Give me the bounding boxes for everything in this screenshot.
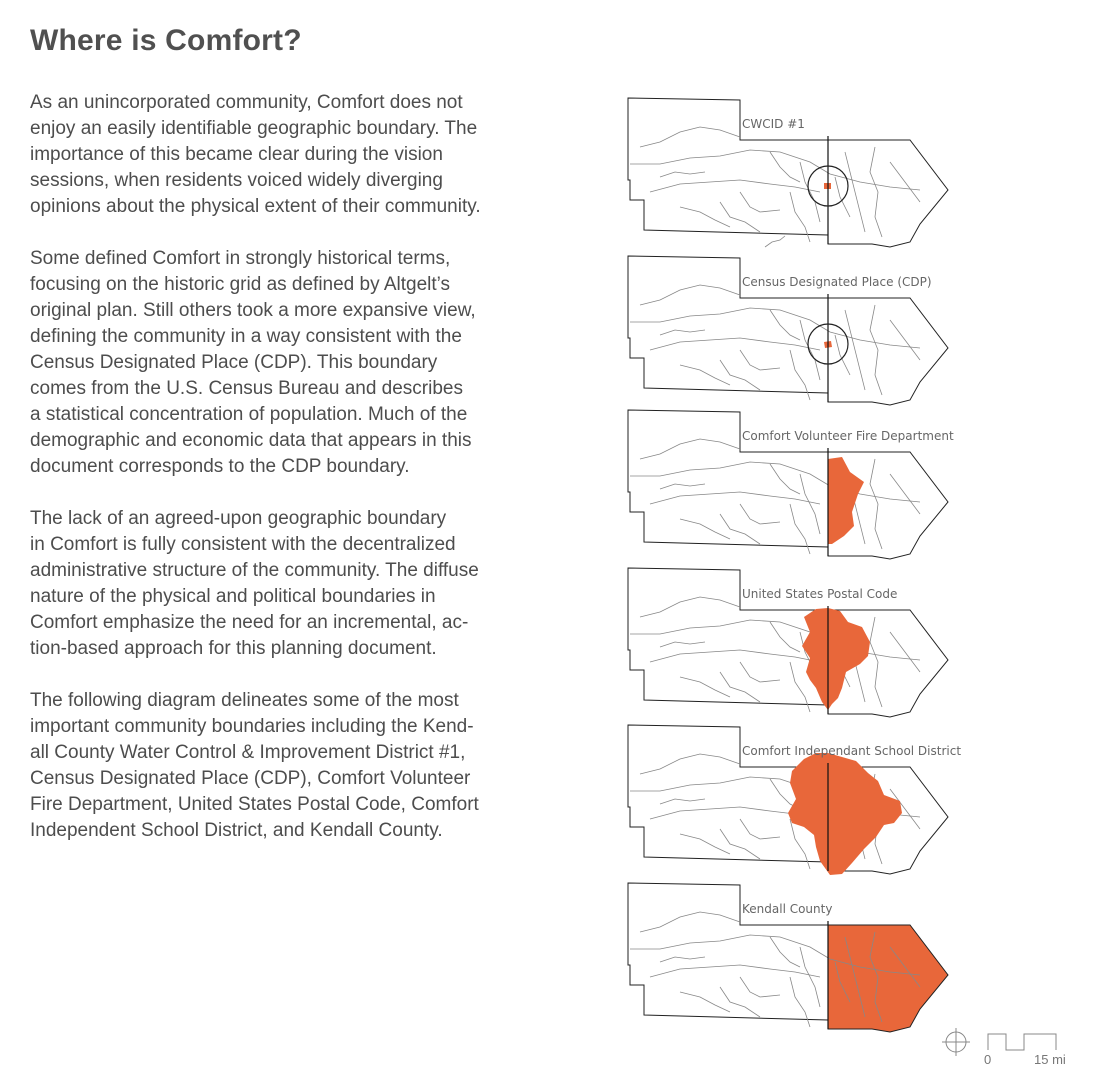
river-line bbox=[770, 622, 800, 652]
river-line bbox=[740, 662, 780, 682]
river-line bbox=[800, 162, 820, 222]
county-map bbox=[620, 877, 960, 1035]
paragraph bbox=[30, 688, 550, 844]
river-line bbox=[640, 127, 740, 147]
river-line bbox=[630, 150, 920, 190]
text-line: nature of the physical and political boundaries in bbox=[30, 586, 436, 607]
river-line bbox=[770, 152, 800, 182]
text-line: defining the community in a way consistent with the bbox=[30, 326, 462, 347]
page-title: Where is Comfort? bbox=[30, 24, 302, 57]
river-line bbox=[845, 152, 865, 232]
river-line bbox=[640, 439, 740, 459]
river-line bbox=[680, 365, 730, 385]
scale-start-label: 0 bbox=[984, 1052, 992, 1067]
river-line bbox=[650, 180, 820, 192]
paragraph bbox=[30, 90, 550, 220]
county-map bbox=[620, 92, 960, 250]
river-line bbox=[650, 492, 820, 504]
river-line bbox=[680, 992, 730, 1012]
river-line bbox=[720, 202, 760, 232]
river-line bbox=[640, 285, 740, 305]
text-line: demographic and economic data that appears in this bbox=[30, 430, 472, 451]
county-map bbox=[620, 562, 960, 720]
county-map bbox=[620, 250, 960, 408]
text-line: a statistical concentration of population. Much of the bbox=[30, 404, 468, 425]
river-line bbox=[870, 147, 882, 237]
river-line bbox=[770, 464, 800, 494]
map-panel-fire-department bbox=[620, 404, 960, 562]
river-line bbox=[680, 834, 730, 854]
scale-bar bbox=[940, 1022, 1080, 1072]
text-line: focusing on the historic grid as defined by Altgelt’s bbox=[30, 274, 451, 295]
river-line bbox=[765, 236, 785, 247]
river-line bbox=[660, 799, 705, 804]
map-label: Comfort Volunteer Fire Department bbox=[742, 429, 954, 443]
river-line bbox=[740, 350, 780, 370]
river-line bbox=[890, 320, 920, 360]
river-line bbox=[660, 484, 705, 489]
text-line: document corresponds to the CDP boundary. bbox=[30, 456, 410, 477]
text-line: original plan. Still others took a more expansive view, bbox=[30, 300, 476, 321]
body-text bbox=[30, 90, 550, 870]
map-label: Census Designated Place (CDP) bbox=[742, 275, 932, 289]
river-line bbox=[720, 987, 760, 1017]
map-label: CWCID #1 bbox=[742, 117, 805, 131]
river-line bbox=[640, 597, 740, 617]
river-line bbox=[870, 305, 882, 395]
text-line: comes from the U.S. Census Bureau and describes bbox=[30, 378, 463, 399]
river-line bbox=[680, 207, 730, 227]
text-line: administrative structure of the community. The diffuse bbox=[30, 560, 479, 581]
scale-end-label: 15 mi bbox=[1034, 1052, 1066, 1067]
paragraph bbox=[30, 506, 550, 662]
river-line bbox=[800, 474, 820, 534]
river-line bbox=[640, 912, 740, 932]
north-arrow-icon bbox=[942, 1028, 970, 1056]
map-panel-kendall-county bbox=[620, 877, 960, 1035]
river-line bbox=[660, 957, 705, 962]
map-panel-cdp bbox=[620, 250, 960, 408]
text-line: opinions about the physical extent of their community. bbox=[30, 196, 481, 217]
text-line: As an unincorporated community, Comfort does not bbox=[30, 92, 463, 113]
river-line bbox=[870, 459, 882, 549]
text-line: tion-based approach for this planning document. bbox=[30, 638, 437, 659]
highlight-area bbox=[788, 753, 902, 875]
map-label: Kendall County bbox=[742, 902, 833, 916]
text-line: Fire Department, United States Postal Code, Comfort bbox=[30, 794, 479, 815]
text-line: Some defined Comfort in strongly historical terms, bbox=[30, 248, 451, 269]
river-line bbox=[650, 338, 820, 350]
highlight-area bbox=[802, 608, 870, 710]
river-line bbox=[640, 754, 740, 774]
river-line bbox=[680, 519, 730, 539]
text-line: important community boundaries including the Kend- bbox=[30, 716, 474, 737]
river-line bbox=[650, 965, 820, 977]
county-map bbox=[620, 404, 960, 562]
paragraph bbox=[30, 246, 550, 480]
highlight-area bbox=[828, 457, 864, 544]
map-label: Comfort Independant School District bbox=[742, 744, 962, 758]
river-line bbox=[650, 650, 820, 662]
map-panel-postal-code bbox=[620, 562, 960, 720]
text-line: The lack of an agreed-upon geographic boundary bbox=[30, 508, 447, 529]
river-line bbox=[720, 672, 760, 702]
river-line bbox=[890, 474, 920, 514]
river-line bbox=[845, 310, 865, 390]
text-line: Independent School District, and Kendall County. bbox=[30, 820, 443, 841]
text-line: all County Water Control & Improvement District #1, bbox=[30, 742, 466, 763]
text-line: in Comfort is fully consistent with the decentralized bbox=[30, 534, 456, 555]
river-line bbox=[720, 829, 760, 859]
county-map bbox=[620, 719, 960, 877]
map-label: United States Postal Code bbox=[742, 587, 898, 601]
river-line bbox=[890, 632, 920, 672]
text-line: Census Designated Place (CDP), Comfort Volunteer bbox=[30, 768, 471, 789]
text-line: enjoy an easily identifiable geographic boundary. The bbox=[30, 118, 478, 139]
river-line bbox=[630, 462, 920, 502]
river-line bbox=[800, 947, 820, 1007]
river-line bbox=[770, 937, 800, 967]
river-line bbox=[870, 617, 882, 707]
scale-ticks bbox=[988, 1034, 1056, 1050]
river-line bbox=[720, 514, 760, 544]
map-panel-cwcid bbox=[620, 92, 960, 250]
river-line bbox=[660, 172, 705, 177]
river-line bbox=[630, 308, 920, 348]
river-line bbox=[740, 504, 780, 524]
river-line bbox=[740, 192, 780, 212]
river-line bbox=[630, 620, 920, 660]
map-panel-school-district bbox=[620, 719, 960, 877]
river-line bbox=[660, 642, 705, 647]
river-line bbox=[680, 677, 730, 697]
text-line: Census Designated Place (CDP). This boundary bbox=[30, 352, 438, 373]
river-line bbox=[660, 330, 705, 335]
text-line: Comfort emphasize the need for an incremental, ac- bbox=[30, 612, 469, 633]
text-line: sessions, when residents voiced widely diverging bbox=[30, 170, 443, 191]
river-line bbox=[800, 320, 820, 380]
river-line bbox=[720, 360, 760, 390]
river-line bbox=[740, 819, 780, 839]
river-line bbox=[740, 977, 780, 997]
text-line: The following diagram delineates some of the most bbox=[30, 690, 459, 711]
text-line: importance of this became clear during the vision bbox=[30, 144, 443, 165]
river-line bbox=[770, 310, 800, 340]
river-line bbox=[890, 162, 920, 202]
